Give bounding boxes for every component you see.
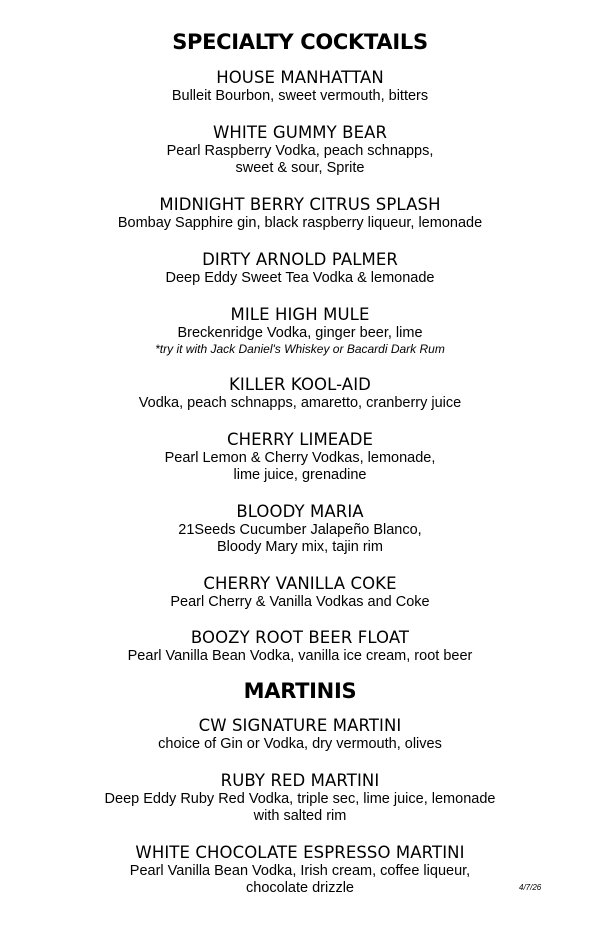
item-name: DIRTY ARNOLD PALMER bbox=[202, 250, 398, 269]
item-name: HOUSE MANHATTAN bbox=[216, 68, 384, 87]
item-description: Bloody Mary mix, tajin rim bbox=[217, 539, 383, 555]
item-description: Pearl Vanilla Bean Vodka, Irish cream, coffee liqueur, bbox=[129, 863, 471, 879]
menu-item-midnight-berry-citrus-splash bbox=[0, 195, 600, 232]
martinis-heading: MARTINIS bbox=[243, 679, 357, 703]
item-name: CHERRY LIMEADE bbox=[226, 430, 374, 449]
menu-item-cherry-limeade bbox=[0, 430, 600, 484]
menu-item-white-gummy-bear bbox=[0, 123, 600, 177]
item-name: MILE HIGH MULE bbox=[230, 305, 370, 324]
item-description: choice of Gin or Vodka, dry vermouth, olives bbox=[158, 736, 442, 752]
item-description: Breckenridge Vodka, ginger beer, lime bbox=[177, 325, 423, 341]
item-name: WHITE GUMMY BEAR bbox=[212, 123, 388, 142]
menu-item-killer-kool-aid bbox=[0, 375, 600, 412]
item-description: Pearl Cherry & Vanilla Vodkas and Coke bbox=[170, 594, 430, 610]
item-description: Vodka, peach schnapps, amaretto, cranberry juice bbox=[138, 395, 462, 411]
menu-item-ruby-red-martini bbox=[0, 771, 600, 825]
item-description: 21Seeds Cucumber Jalapeño Blanco, bbox=[178, 522, 422, 538]
item-name: WHITE CHOCOLATE ESPRESSO MARTINI bbox=[135, 843, 465, 862]
menu-item-bloody-maria bbox=[0, 502, 600, 556]
menu-item-cherry-vanilla-coke bbox=[0, 574, 600, 611]
specialty-cocktails-heading: SPECIALTY COCKTAILS bbox=[172, 30, 428, 54]
item-description: Pearl Raspberry Vodka, peach schnapps, bbox=[166, 143, 434, 159]
menu-item-cw-signature-martini bbox=[0, 716, 600, 753]
item-description: lime juice, grenadine bbox=[233, 467, 367, 483]
item-description: chocolate drizzle bbox=[246, 880, 354, 896]
item-description: Deep Eddy Ruby Red Vodka, triple sec, lime juice, lemonade bbox=[104, 791, 496, 807]
item-description: Deep Eddy Sweet Tea Vodka & lemonade bbox=[165, 270, 435, 286]
item-description: Bombay Sapphire gin, black raspberry liqueur, lemonade bbox=[117, 215, 483, 231]
item-name: CW SIGNATURE MARTINI bbox=[198, 716, 402, 735]
item-name: RUBY RED MARTINI bbox=[220, 771, 380, 790]
menu-date: 4/7/26 bbox=[519, 883, 542, 892]
menu-item-mile-high-mule bbox=[0, 305, 600, 357]
item-description: sweet & sour, Sprite bbox=[235, 160, 365, 176]
menu-item-dirty-arnold-palmer bbox=[0, 250, 600, 287]
item-name: CHERRY VANILLA COKE bbox=[203, 574, 397, 593]
item-note: *try it with Jack Daniel's Whiskey or Bacardi Dark Rum bbox=[155, 342, 445, 356]
menu-item-white-chocolate-espresso-martini bbox=[0, 843, 600, 897]
item-name: BOOZY ROOT BEER FLOAT bbox=[190, 628, 410, 647]
item-description: Pearl Vanilla Bean Vodka, vanilla ice cream, root beer bbox=[127, 648, 473, 664]
item-name: KILLER KOOL-AID bbox=[229, 375, 371, 394]
item-description: with salted rim bbox=[253, 808, 347, 824]
item-description: Pearl Lemon & Cherry Vodkas, lemonade, bbox=[164, 450, 436, 466]
item-name: MIDNIGHT BERRY CITRUS SPLASH bbox=[159, 195, 441, 214]
menu-item-house-manhattan bbox=[0, 68, 600, 105]
menu-item-boozy-root-beer-float bbox=[0, 628, 600, 665]
item-description: Bulleit Bourbon, sweet vermouth, bitters bbox=[171, 88, 429, 104]
item-name: BLOODY MARIA bbox=[236, 502, 364, 521]
